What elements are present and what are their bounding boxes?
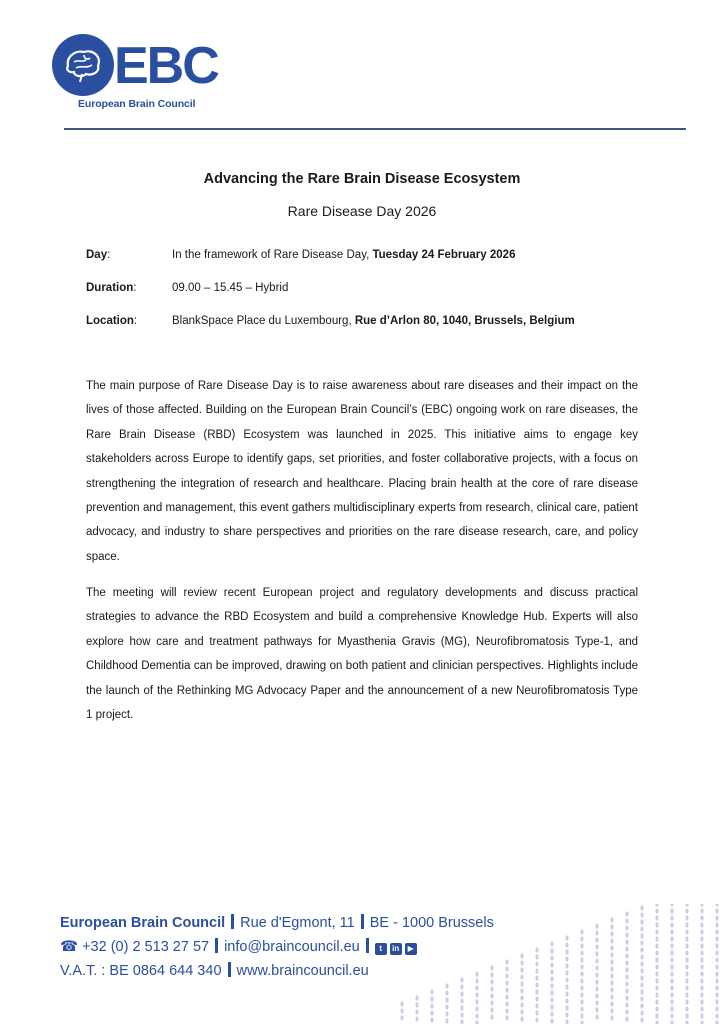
phone-icon: ☎ [60,939,79,955]
footer-line-1 [60,914,494,931]
detail-label: Location: [86,315,138,327]
brain-icon [52,34,114,96]
twitter-icon[interactable]: t [375,943,387,955]
footer-line-2 [60,938,420,955]
body-paragraph-2: The meeting will review recent European project and regulatory developments and discuss practical strategies to advance the RBD Ecosystem and build a comprehensive Knowledge Hub. Experts will also explore how care and treatment pathways for Myasthenia Gravis (MG), Neurofibromatosis Type-1, and Childhood Dementia can be improved, drawing on both patient and clinician perspectives. Highlights include the launch of the Rethinking MG Advocacy Paper and the announcement of a new Neurofibromatosis Type 1 project. [86,587,638,722]
detail-value: 09.00 – 15.45 – Hybrid [172,282,289,294]
footer-phone: +32 (0) 2 513 27 57 [82,939,210,955]
detail-value: BlankSpace Place du Luxembourg, Rue d’Arlon 80, 1040, Brussels, Belgium [172,315,575,327]
logo-letters: EBC [114,37,218,95]
footer-website-link[interactable]: www.braincouncil.eu [236,963,369,979]
footer-vat: V.A.T. : BE 0864 644 340 [60,963,222,979]
footer-org: European Brain Council [60,915,226,931]
ebc-logo [52,34,218,114]
detail-value: In the framework of Rare Disease Day, Tuesday 24 February 2026 [172,249,516,261]
document-title: Advancing the Rare Brain Disease Ecosystem [203,171,521,187]
footer-address: Rue d'Egmont, 11 [240,915,355,931]
linkedin-icon[interactable]: in [390,943,402,955]
detail-label: Day: [86,249,111,261]
youtube-icon[interactable]: ▶ [405,943,417,955]
footer-email-link[interactable]: info@braincouncil.eu [224,939,360,955]
body-paragraph-1: The main purpose of Rare Disease Day is to raise awareness about rare diseases and their impact on the lives of those affected. Building on the European Brain Council’s (EBC) ongoing work on rare diseases, the Rare Brain Disease (RBD) Ecosystem was launched in 2025. This initiative aims to engage key stakeholders across Europe to identify gaps, set priorities, and foster collaborative projects, with a focus on strengthening the integration of research and healthcare. Placing brain health at the core of rare disease prevention and management, this event gathers multidisciplinary experts from research, clinical care, patient advocacy, and industry to share perspectives and priorities on the rare disease research, care, and policy space. [86,380,638,563]
document-subtitle: Rare Disease Day 2026 [287,203,437,219]
footer-city: BE - 1000 Brussels [369,915,494,931]
detail-label: Duration: [86,282,137,294]
logo-name: European Brain Council [78,98,196,110]
footer-line-3 [60,962,369,979]
header-divider [64,128,686,130]
